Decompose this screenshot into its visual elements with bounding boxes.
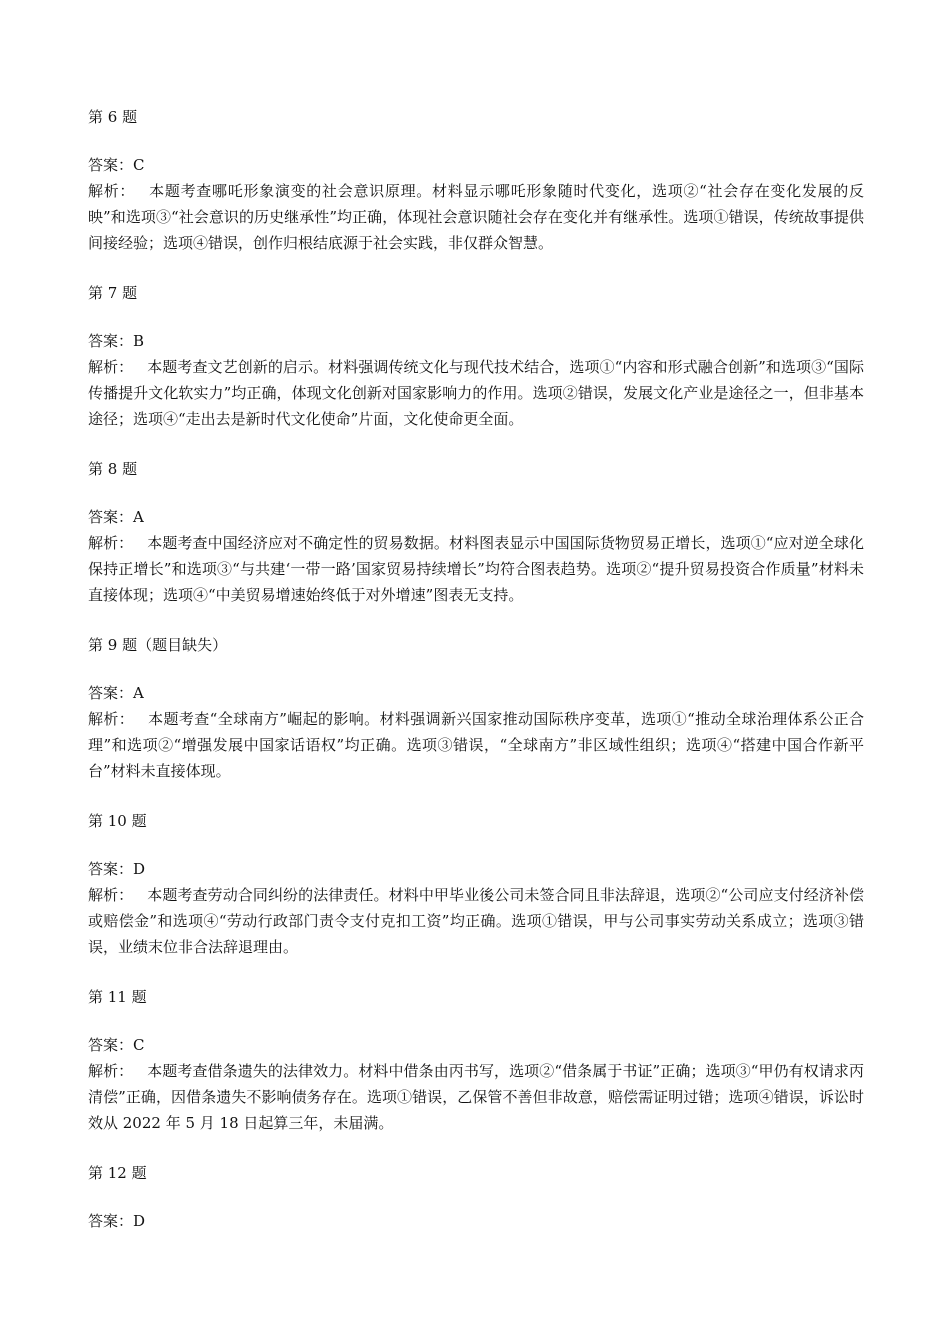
question-9	[88, 632, 864, 784]
question-heading: 第 7 题	[88, 284, 138, 302]
analysis-paragraph	[88, 178, 864, 256]
question-12	[88, 1160, 864, 1234]
question-11	[88, 984, 864, 1136]
analysis-paragraph	[88, 1058, 864, 1136]
analysis-label: 解析：	[88, 534, 134, 552]
question-8	[88, 456, 864, 608]
analysis-label: 解析：	[88, 886, 134, 904]
question-heading: 第 9 题（题目缺失）	[88, 636, 228, 654]
question-heading: 第 12 题	[88, 1164, 147, 1182]
analysis-text: 本题考查“全球南方”崛起的影响。材料强调新兴国家推动国际秩序变革，选项①“推动全球治理体系公正合理”和选项②“增强发展中国家话语权”均正确。选项③错误，“全球南方”非区域性组织；选项④“搭建中国合作新平台”材料未直接体现。	[88, 710, 864, 780]
analysis-paragraph	[88, 530, 864, 608]
analysis-paragraph	[88, 706, 864, 784]
analysis-label: 解析：	[88, 182, 136, 200]
analysis-text: 本题考查文艺创新的启示。材料强调传统文化与现代技术结合，选项①“内容和形式融合创新”和选项③“国际传播提升文化软实力”均正确，体现文化创新对国家影响力的作用。选项②错误，发展文化产业是途径之一，但非基本途径；选项④“走出去是新时代文化使命”片面，文化使命更全面。	[88, 358, 864, 428]
analysis-text: 本题考查借条遗失的法律效力。材料中借条由丙书写，选项②“借条属于书证”正确；选项③“甲仍有权请求丙清偿”正确，因借条遗失不影响债务存在。选项①错误，乙保管不善但非故意，赔偿需证明过错；选项④错误，诉讼时效从 2022 年 5 月 18 日起算三年，未届满。	[88, 1062, 864, 1132]
question-heading: 第 10 题	[88, 812, 147, 830]
answer-line: 答案：A	[88, 508, 144, 526]
answer-line: 答案：D	[88, 860, 146, 878]
answer-line: 答案：C	[88, 156, 145, 174]
analysis-text: 本题考查哪吒形象演变的社会意识原理。材料显示哪吒形象随时代变化，选项②“社会存在变化发展的反映”和选项③“社会意识的历史继承性”均正确，体现社会意识随社会存在变化并有继承性。选项①错误，传统故事提供间接经验；选项④错误，创作归根结底源于社会实践，非仅群众智慧。	[88, 182, 864, 252]
question-7	[88, 280, 864, 432]
question-heading: 第 6 题	[88, 108, 138, 126]
analysis-paragraph	[88, 354, 864, 432]
answer-line: 答案：C	[88, 1036, 145, 1054]
analysis-label: 解析：	[88, 358, 134, 376]
question-10	[88, 808, 864, 960]
question-6	[88, 104, 864, 256]
analysis-text: 本题考查中国经济应对不确定性的贸易数据。材料图表显示中国国际货物贸易正增长，选项①“应对逆全球化保持正增长”和选项③“与共建‘一带一路’国家贸易持续增长”均符合图表趋势。选项②“提升贸易投资合作质量”材料未直接体现；选项④“中美贸易增速始终低于对外增速”图表无支持。	[88, 534, 864, 604]
question-heading: 第 8 题	[88, 460, 138, 478]
answer-line: 答案：A	[88, 684, 144, 702]
analysis-label: 解析：	[88, 710, 135, 728]
analysis-label: 解析：	[88, 1062, 134, 1080]
analysis-paragraph	[88, 882, 864, 960]
answer-line: 答案：D	[88, 1212, 146, 1230]
answer-line: 答案：B	[88, 332, 145, 350]
question-heading: 第 11 题	[88, 988, 147, 1006]
analysis-text: 本题考查劳动合同纠纷的法律责任。材料中甲毕业後公司未签合同且非法辞退，选项②“公司应支付经济补偿或赔偿金”和选项④“劳动行政部门责令支付克扣工资”均正确。选项①错误，甲与公司事实劳动关系成立；选项③错误，业绩末位非合法辞退理由。	[88, 886, 864, 956]
